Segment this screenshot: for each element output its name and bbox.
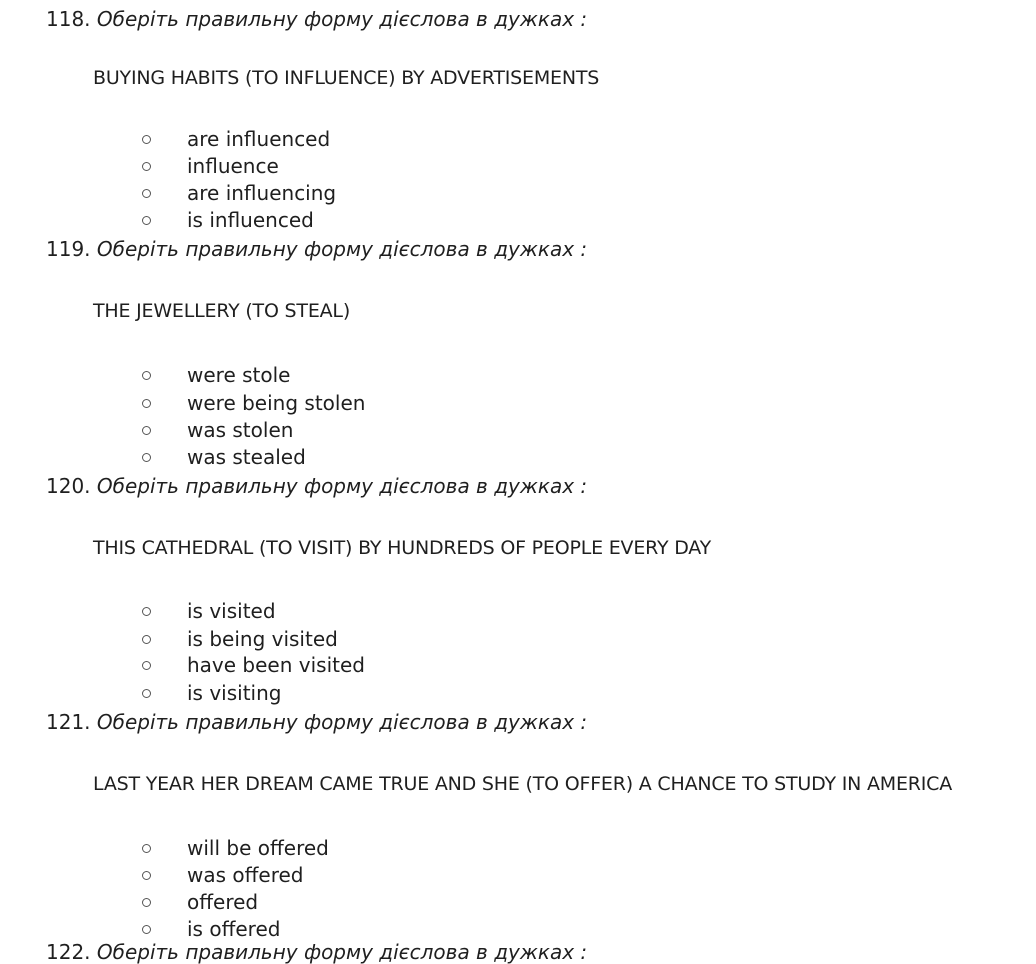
question-instruction: Оберіть правильну форму дієслова в дужках : xyxy=(96,237,588,261)
question-instruction: Оберіть правильну форму дієслова в дужках : xyxy=(96,710,588,734)
radio-button[interactable] xyxy=(142,844,151,853)
option-label: was stealed xyxy=(187,445,306,469)
option-label: is influenced xyxy=(187,208,314,232)
question-number: 118. xyxy=(46,7,91,31)
option-label: influence xyxy=(187,154,279,178)
option-label: will be offered xyxy=(187,836,329,860)
option-label: was stolen xyxy=(187,418,294,442)
question-instruction: Оберіть правильну форму дієслова в дужках : xyxy=(96,7,588,31)
radio-button[interactable] xyxy=(142,162,151,171)
radio-button[interactable] xyxy=(142,216,151,225)
option-label: are influencing xyxy=(187,181,337,205)
question-instruction: Оберіть правильну форму дієслова в дужках : xyxy=(96,940,588,964)
option-label: have been visited xyxy=(187,653,365,677)
radio-button[interactable] xyxy=(142,453,151,462)
radio-button[interactable] xyxy=(142,689,151,698)
option-label: is being visited xyxy=(187,627,338,651)
option-label: were stole xyxy=(187,363,291,387)
option-label: is visiting xyxy=(187,681,282,705)
radio-button[interactable] xyxy=(142,898,151,907)
question-118-stem: BUYING HABITS (TO INFLUENCE) BY ADVERTISEMENTS xyxy=(93,67,600,89)
option-label: was offered xyxy=(187,863,304,887)
question-number: 122. xyxy=(46,940,91,964)
radio-button[interactable] xyxy=(142,135,151,144)
question-instruction: Оберіть правильну форму дієслова в дужках : xyxy=(96,474,588,498)
option-label: are influenced xyxy=(187,127,331,151)
radio-button[interactable] xyxy=(142,189,151,198)
radio-button[interactable] xyxy=(142,661,151,670)
radio-button[interactable] xyxy=(142,925,151,934)
question-number: 120. xyxy=(46,474,91,498)
option-label: is offered xyxy=(187,917,281,941)
question-118-header xyxy=(46,7,587,31)
question-121-stem: LAST YEAR HER DREAM CAME TRUE AND SHE (TO OFFER) A CHANCE TO STUDY IN AMERICA xyxy=(93,773,953,795)
question-122-header-cutoff xyxy=(46,940,587,964)
radio-button[interactable] xyxy=(142,426,151,435)
question-121-header xyxy=(46,710,587,734)
radio-button[interactable] xyxy=(142,399,151,408)
option-label: were being stolen xyxy=(187,391,366,415)
question-number: 121. xyxy=(46,710,91,734)
question-number: 119. xyxy=(46,237,91,261)
option-label: is visited xyxy=(187,599,276,623)
option-label: offered xyxy=(187,890,259,914)
question-120-stem: THIS CATHEDRAL (TO VISIT) BY HUNDREDS OF PEOPLE EVERY DAY xyxy=(93,537,712,559)
radio-button[interactable] xyxy=(142,371,151,380)
radio-button[interactable] xyxy=(142,607,151,616)
question-119-header xyxy=(46,237,587,261)
radio-button[interactable] xyxy=(142,635,151,644)
question-120-header xyxy=(46,474,587,498)
question-119-stem: THE JEWELLERY (TO STEAL) xyxy=(93,300,351,322)
radio-button[interactable] xyxy=(142,871,151,880)
